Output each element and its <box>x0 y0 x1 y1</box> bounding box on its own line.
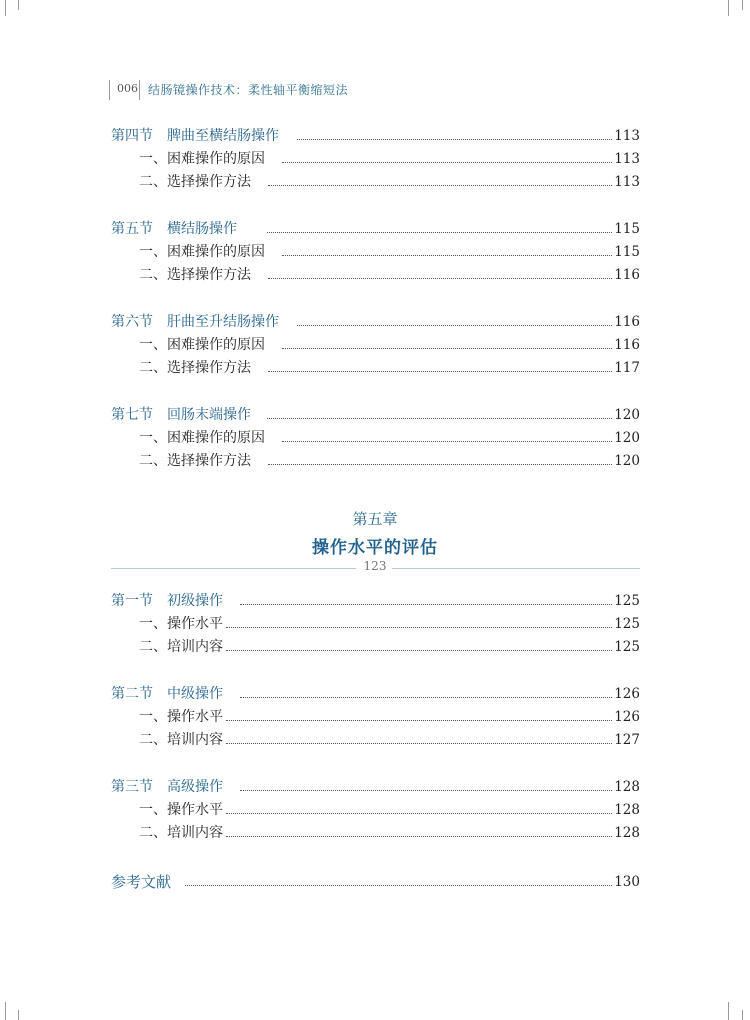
toc-entry-section[interactable] <box>0 683 750 705</box>
toc-entry-page: 128 <box>614 802 640 818</box>
toc-entry-page: 125 <box>614 593 640 609</box>
toc-entry-title: 第二节 中级操作 <box>111 686 223 702</box>
crop-mark <box>5 0 6 16</box>
crop-mark <box>728 0 729 16</box>
toc-entry-page: 113 <box>614 151 640 167</box>
toc-entry-section[interactable] <box>0 218 750 240</box>
toc-entry-subsection[interactable] <box>0 171 750 193</box>
toc-entry-page: 117 <box>614 360 640 376</box>
toc-entry-subsection[interactable] <box>0 822 750 844</box>
toc-entry-section[interactable] <box>0 404 750 426</box>
leader-dots <box>240 683 612 698</box>
toc-entry-page: 126 <box>614 709 640 725</box>
leader-dots <box>282 334 612 349</box>
toc-entry-subsection[interactable] <box>0 241 750 263</box>
crop-mark <box>742 0 743 10</box>
toc-entry-subsection[interactable] <box>0 706 750 728</box>
toc-entry-page: 130 <box>614 874 640 890</box>
toc-entry-title: 参考文献 <box>111 873 172 891</box>
toc-entry-title: 二、培训内容 <box>139 825 223 841</box>
header-book-title: 结肠镜操作技术：柔性轴平衡缩短法 <box>148 83 349 97</box>
crop-mark <box>18 0 19 10</box>
toc-entry-subsection[interactable] <box>0 799 750 821</box>
leader-dots <box>282 241 612 256</box>
toc-entry-title: 二、选择操作方法 <box>139 360 251 376</box>
crop-mark <box>742 1010 743 1020</box>
toc-entry-title: 第四节 脾曲至横结肠操作 <box>111 128 279 144</box>
leader-dots <box>226 799 612 814</box>
toc-entry-title: 一、操作水平 <box>139 802 223 818</box>
chapter-rule-right <box>392 568 640 569</box>
header-page-number: 006 <box>117 82 138 95</box>
toc-entry-references[interactable] <box>0 871 750 893</box>
toc-entry-page: 128 <box>614 825 640 841</box>
leader-dots <box>268 171 612 186</box>
leader-dots <box>268 264 612 279</box>
toc-entry-page: 113 <box>614 128 640 144</box>
toc-entry-page: 128 <box>614 779 640 795</box>
toc-entry-subsection[interactable] <box>0 729 750 751</box>
toc-entry-subsection[interactable] <box>0 148 750 170</box>
leader-dots <box>226 706 612 721</box>
toc-entry-title: 二、选择操作方法 <box>139 453 251 469</box>
toc-entry-subsection[interactable] <box>0 264 750 286</box>
leader-dots <box>297 125 612 140</box>
toc-entry-page: 125 <box>614 639 640 655</box>
toc-entry-title: 一、操作水平 <box>139 616 223 632</box>
toc-entry-page: 116 <box>614 314 640 330</box>
toc-entry-subsection[interactable] <box>0 334 750 356</box>
chapter-number: 第五章 <box>352 510 398 528</box>
toc-entry-title: 一、操作水平 <box>139 709 223 725</box>
toc-entry-page: 120 <box>614 430 640 446</box>
toc-entry-title: 二、培训内容 <box>139 732 223 748</box>
leader-dots <box>226 729 612 744</box>
toc-entry-section[interactable] <box>0 590 750 612</box>
toc-entry-section[interactable] <box>0 776 750 798</box>
toc-entry-title: 第五节 横结肠操作 <box>111 221 237 237</box>
leader-dots <box>268 450 612 465</box>
leader-dots <box>282 427 612 442</box>
toc-entry-title: 第七节 回肠末端操作 <box>111 407 251 423</box>
toc-entry-title: 二、培训内容 <box>139 639 223 655</box>
leader-dots <box>226 822 612 837</box>
leader-dots <box>267 218 612 233</box>
toc-entry-subsection[interactable] <box>0 450 750 472</box>
toc-entry-page: 120 <box>614 407 640 423</box>
crop-mark <box>728 1002 729 1020</box>
leader-dots <box>282 148 612 163</box>
toc-entry-title: 一、困难操作的原因 <box>139 430 265 446</box>
toc-entry-page: 126 <box>614 686 640 702</box>
toc-entry-title: 二、选择操作方法 <box>139 267 251 283</box>
toc-entry-title: 第三节 高级操作 <box>111 779 223 795</box>
toc-entry-title: 第一节 初级操作 <box>111 593 223 609</box>
toc-entry-subsection[interactable] <box>0 636 750 658</box>
toc-entry-section[interactable] <box>0 125 750 147</box>
header-separator <box>139 80 140 100</box>
toc-entry-page: 116 <box>614 267 640 283</box>
toc-entry-page: 125 <box>614 616 640 632</box>
running-header <box>109 80 409 100</box>
toc-entry-subsection[interactable] <box>0 357 750 379</box>
toc-entry-title: 二、选择操作方法 <box>139 174 251 190</box>
crop-mark <box>18 1010 19 1020</box>
header-rule <box>109 80 110 100</box>
chapter-page: 123 <box>363 559 387 573</box>
leader-dots <box>268 357 612 372</box>
toc-entry-subsection[interactable] <box>0 427 750 449</box>
toc-entry-section[interactable] <box>0 311 750 333</box>
leader-dots <box>297 311 612 326</box>
leader-dots <box>185 871 612 886</box>
toc-entry-page: 127 <box>614 732 640 748</box>
toc-entry-page: 113 <box>614 174 640 190</box>
toc-entry-title: 一、困难操作的原因 <box>139 244 265 260</box>
leader-dots <box>240 776 612 791</box>
toc-entry-title: 第六节 肝曲至升结肠操作 <box>111 314 279 330</box>
leader-dots <box>226 613 612 628</box>
leader-dots <box>226 636 612 651</box>
toc-entry-title: 一、困难操作的原因 <box>139 337 265 353</box>
toc-entry-page: 116 <box>614 337 640 353</box>
toc-entry-title: 一、困难操作的原因 <box>139 151 265 167</box>
crop-mark <box>5 1002 6 1020</box>
toc-entry-page: 115 <box>614 244 640 260</box>
toc-entry-subsection[interactable] <box>0 613 750 635</box>
leader-dots <box>240 590 612 605</box>
chapter-title: 操作水平的评估 <box>312 538 438 558</box>
toc-entry-page: 120 <box>614 453 640 469</box>
leader-dots <box>267 404 612 419</box>
toc-entry-page: 115 <box>614 221 640 237</box>
